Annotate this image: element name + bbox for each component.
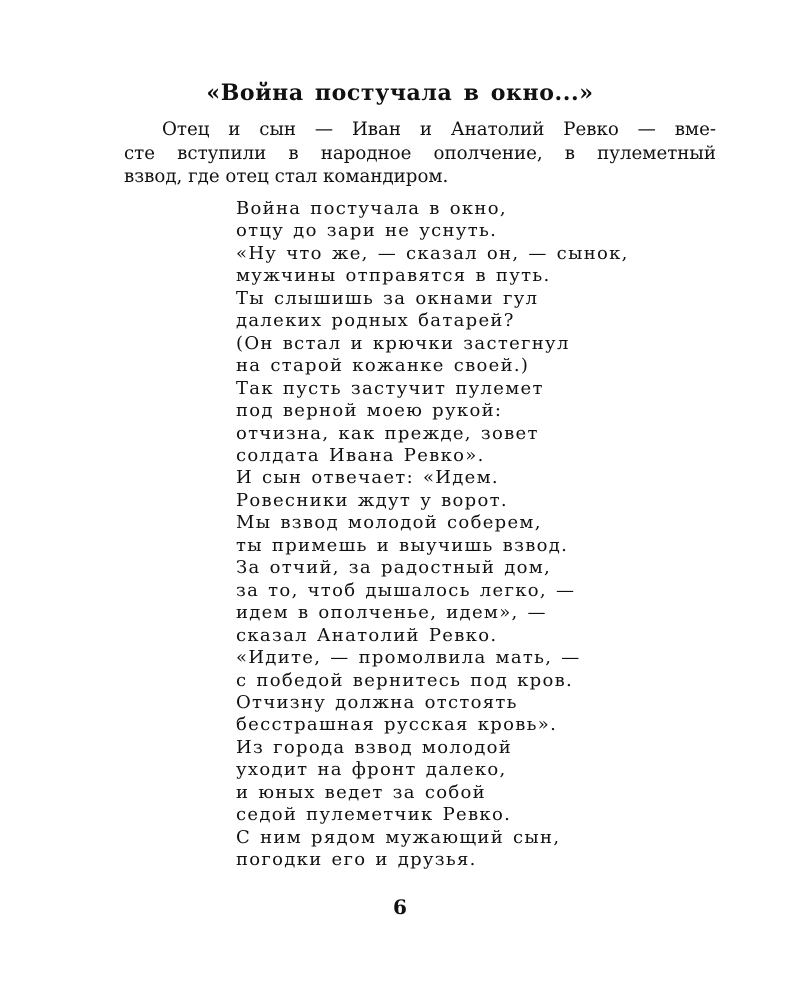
poem-line: За отчий, за радостный дом, (236, 557, 552, 579)
poem-line: «Ну что же, — сказал он, — сынок, (236, 242, 629, 264)
poem-line: Из города взвод молодой (236, 736, 513, 758)
poem-line: за то, чтоб дышалось легко, — (236, 579, 576, 601)
poem-line: С ним рядом мужающий сын, (236, 826, 561, 848)
poem-line: далеких родных батарей? (236, 310, 515, 332)
page-number: 6 (393, 895, 407, 919)
poem-line: с победой вернитесь под кров. (236, 669, 574, 691)
intro-line: сте вступили в народное ополчение, в пулеметный (124, 142, 716, 164)
poem-line: сказал Анатолий Ревко. (236, 624, 498, 646)
intro-line: Отец и сын — Иван и Анатолий Ревко — вме- (162, 119, 716, 140)
poem-line: Так пусть застучит пулемет (236, 377, 544, 399)
intro-line: взвод, где отец стал командиром. (124, 166, 449, 187)
poem (236, 198, 706, 872)
poem-line: погодки его и друзья. (236, 849, 477, 871)
poem-line: на старой кожанке своей.) (236, 355, 530, 377)
poem-line: Война постучала в окно, (236, 198, 507, 219)
poem-line: седой пулеметчик Ревко. (236, 804, 512, 826)
poem-line: отцу до зари не уснуть. (236, 220, 498, 242)
poem-line: идем в ополченье, идем», — (236, 602, 547, 624)
poem-line: И сын отвечает: «Идем. (236, 467, 499, 489)
poem-line: ты примешь и выучишь взвод. (236, 534, 569, 556)
poem-line: Мы взвод молодой соберем, (236, 512, 542, 534)
poem-line: бесстрашная русская кровь». (236, 714, 558, 736)
poem-line: Ровесники ждут у ворот. (236, 489, 508, 511)
page-title: «Война постучала в окно...» (206, 80, 594, 106)
poem-line: Отчизну должна отстоять (236, 691, 518, 713)
poem-line: (Он встал и крючки застегнул (236, 332, 570, 354)
poem-line: под верной моею рукой: (236, 400, 503, 422)
poem-line: и юных ведет за собой (236, 781, 486, 803)
poem-line: солдата Ивана Ревко». (236, 444, 485, 466)
poem-line: уходит на фронт далеко, (236, 759, 507, 781)
intro-paragraph (124, 118, 716, 189)
poem-line: мужчины отправятся в путь. (236, 265, 551, 287)
poem-line: отчизна, как прежде, зовет (236, 422, 539, 444)
poem-line: «Идите, — промолвила мать, — (236, 647, 581, 669)
poem-line: Ты слышишь за окнами гул (236, 287, 539, 309)
